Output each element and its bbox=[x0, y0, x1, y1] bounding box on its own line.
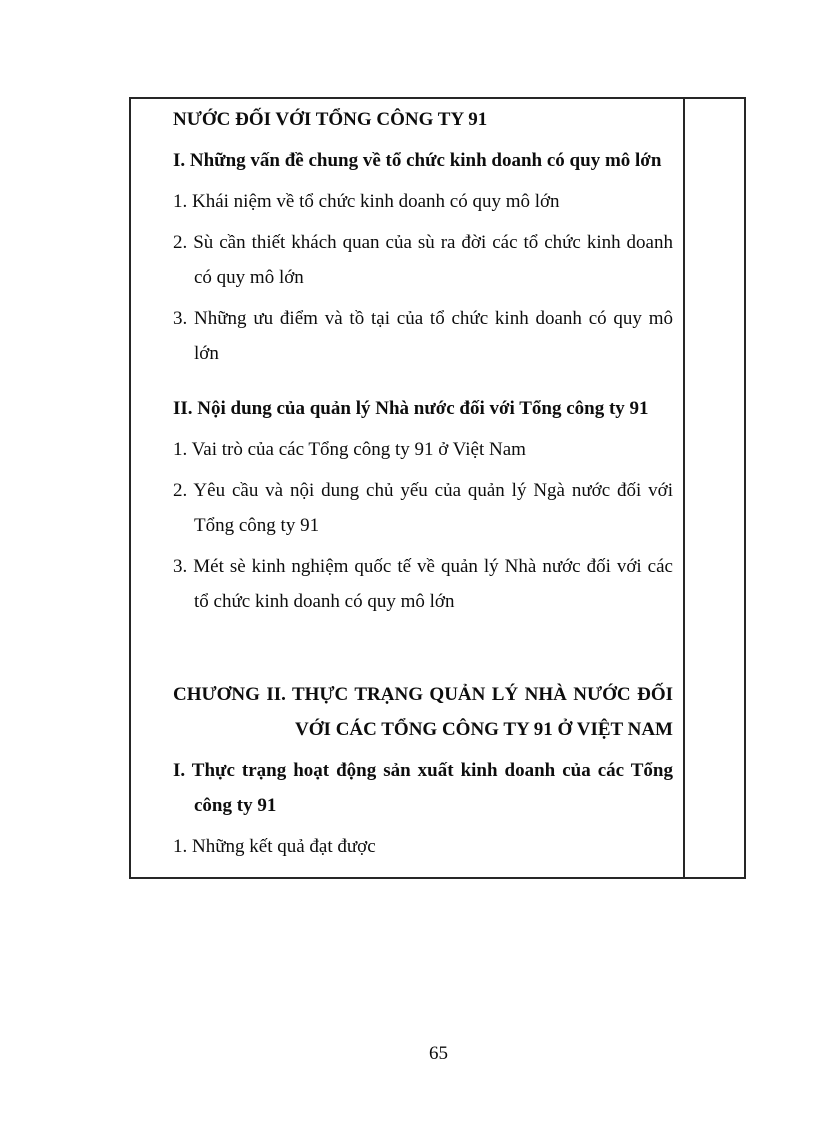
toc-table-empty-cell bbox=[683, 99, 744, 877]
toc-entry: 2. Sù cần thiết khách quan của sù ra đời các tổ chức kinh doanh có quy mô lớn bbox=[173, 232, 673, 288]
page-number: 65 bbox=[429, 1043, 448, 1064]
chapter2-section1-title: I. Thực trạng hoạt động sản xuất kinh doanh của các Tổng công ty 91 bbox=[173, 760, 673, 816]
section1-title: I. Những vấn đề chung về tổ chức kinh doanh có quy mô lớn bbox=[173, 150, 662, 171]
chapter2-heading-line2: VỚI CÁC TỔNG CÔNG TY 91 Ở VIỆT NAM bbox=[295, 719, 673, 740]
section2-title: II. Nội dung của quản lý Nhà nước đối với Tổng công ty 91 bbox=[173, 398, 649, 419]
toc-entry: 1. Những kết quả đạt được bbox=[173, 836, 376, 857]
toc-entry: 3. Mét sè kinh nghiệm quốc tế về quản lý Nhà nước đối với các tổ chức kinh doanh có quy mô lớn bbox=[173, 556, 673, 612]
toc-entry: 3. Những ưu điểm và tồ tại của tổ chức kinh doanh có quy mô lớn bbox=[173, 308, 673, 364]
toc-entry: 2. Yêu cầu và nội dung chủ yếu của quản lý Ngà nước đối với Tổng công ty 91 bbox=[173, 480, 673, 536]
chapter2-heading-line1: CHƯƠNG II. THỰC TRẠNG QUẢN LÝ NHÀ NƯỚC ĐỐI bbox=[173, 684, 673, 705]
toc-entry: 1. Khái niệm về tổ chức kinh doanh có quy mô lớn bbox=[173, 191, 560, 212]
toc-entry: 1. Vai trò của các Tổng công ty 91 ở Việt Nam bbox=[173, 439, 526, 460]
toc-table-main-cell bbox=[131, 99, 683, 877]
chapter1-heading-continuation: NƯỚC ĐỐI VỚI TỔNG CÔNG TY 91 bbox=[173, 109, 488, 130]
toc-table bbox=[129, 97, 746, 879]
